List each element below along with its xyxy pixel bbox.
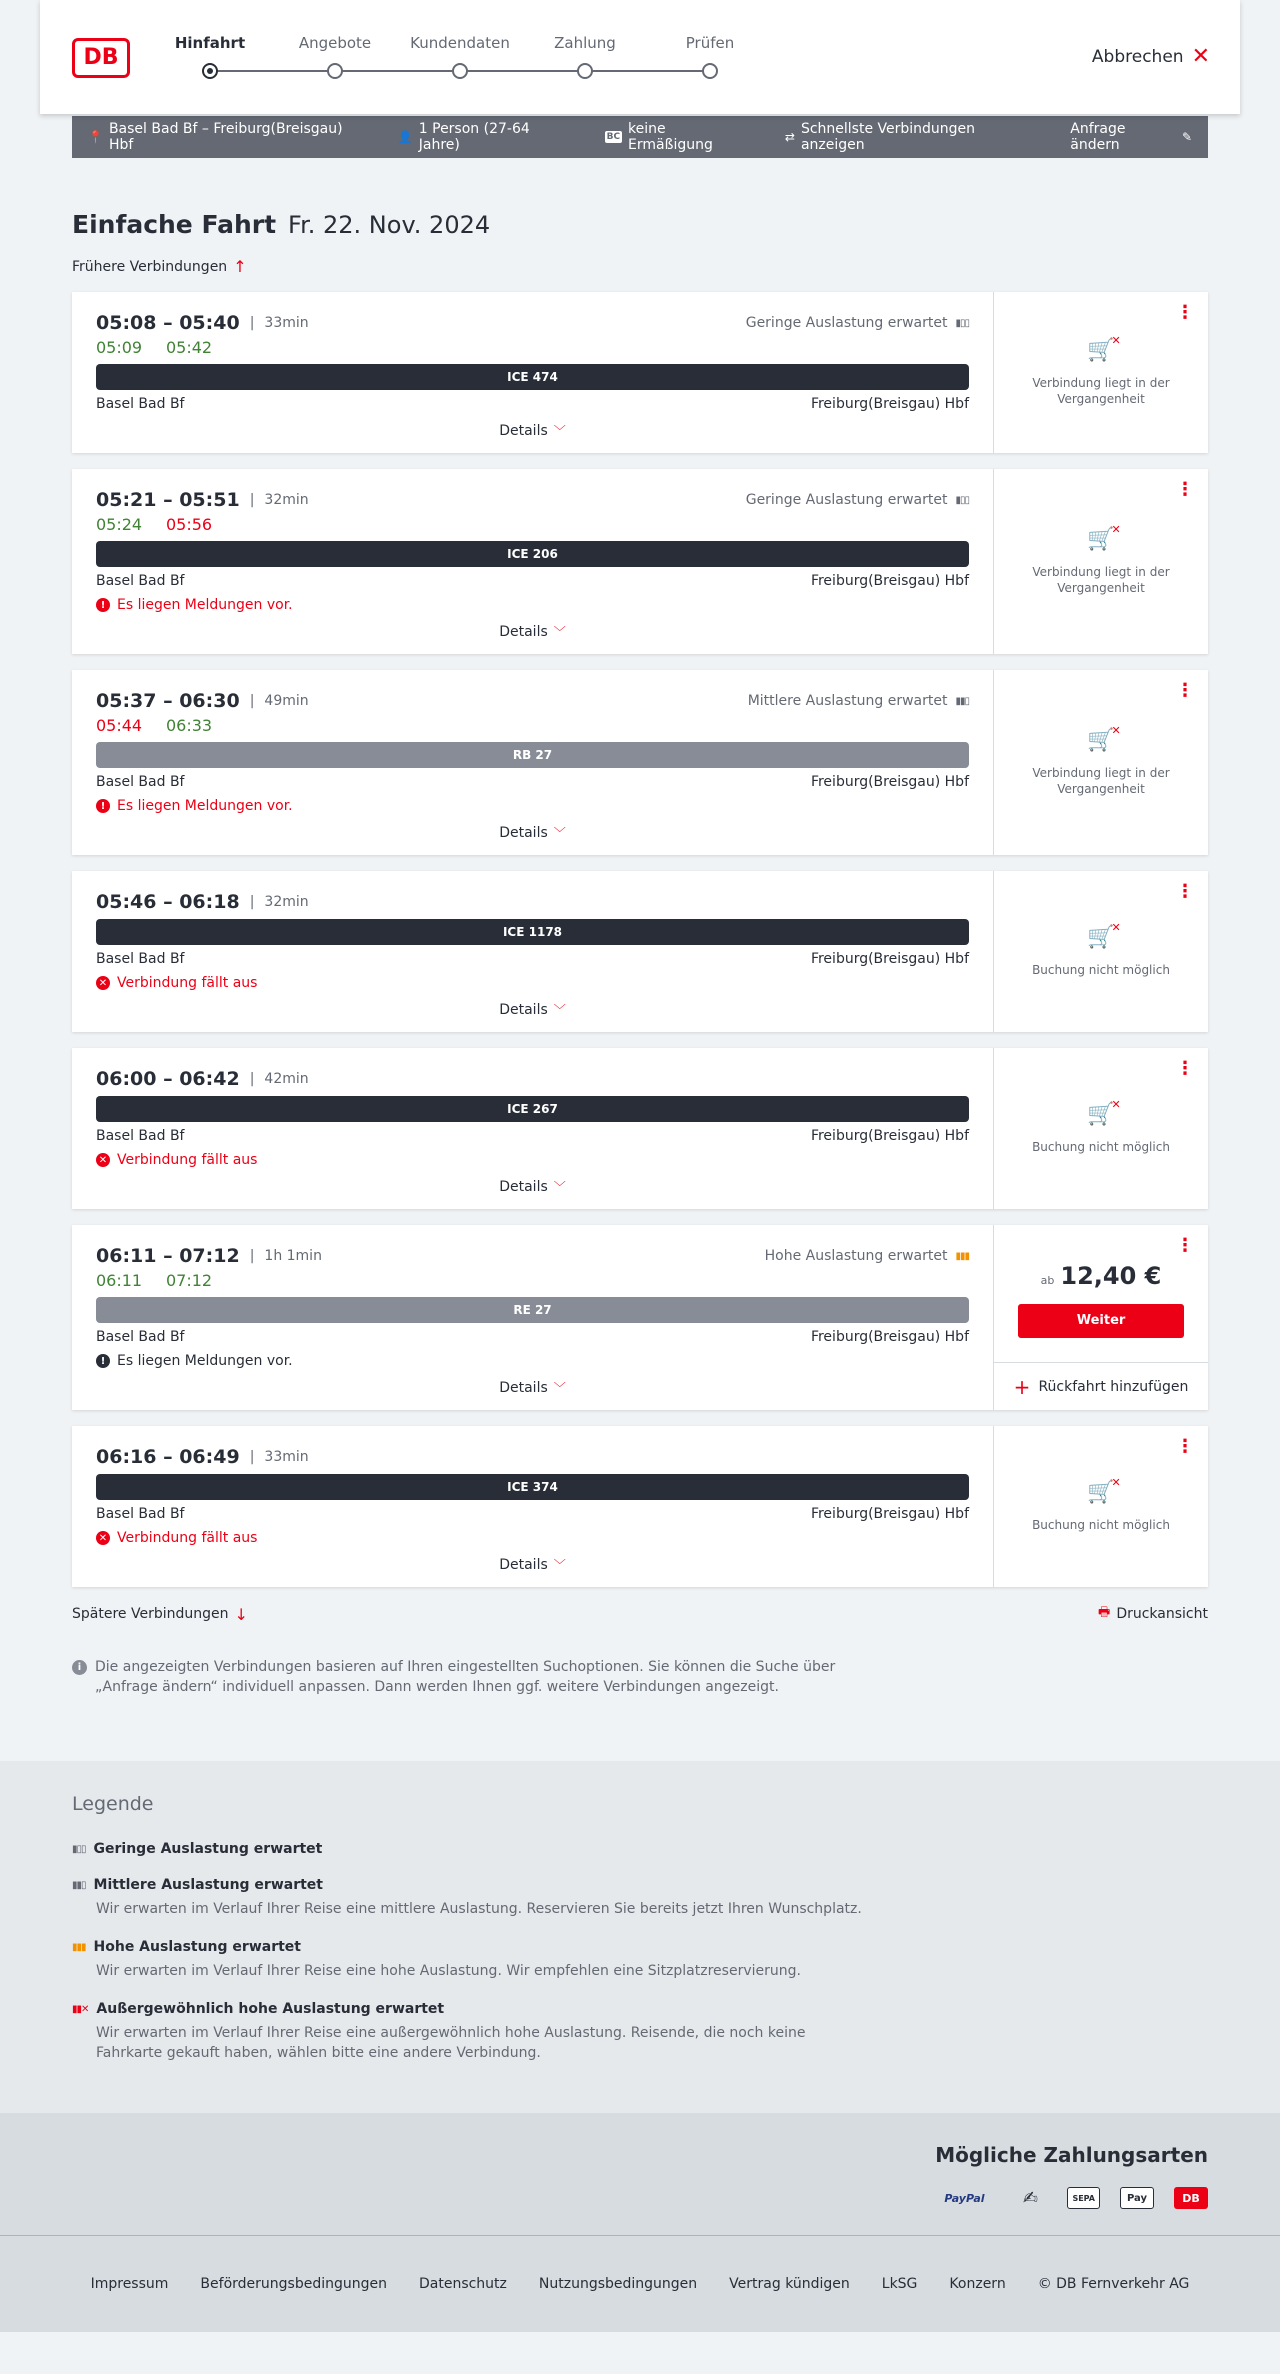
cross-icon: ✕: [1111, 1476, 1121, 1489]
planned-times: 06:00 – 06:42: [96, 1068, 240, 1090]
location-pin-icon: 📍: [88, 130, 103, 144]
more-options-icon[interactable]: ⋮: [1176, 302, 1194, 323]
booking-stepper: [174, 34, 780, 84]
connection-summary-row: [96, 891, 969, 913]
step-dot: [452, 63, 468, 79]
summary-option: ⇄ Schnellste Verbindungen anzeigen: [784, 121, 976, 153]
arrival-station: Freiburg(Breisgau) Hbf: [810, 573, 969, 589]
step-dot: [577, 63, 593, 79]
planned-times: 05:37 – 06:30: [96, 690, 240, 712]
step-pruefen[interactable]: Prüfen: [650, 34, 770, 79]
cancel-icon: ✕: [96, 1531, 110, 1545]
bahncard-icon: BC: [606, 132, 621, 142]
more-options-icon[interactable]: ⋮: [1176, 1235, 1194, 1256]
occupancy-label: Hohe Auslastung erwartet: [764, 1248, 948, 1264]
cancel-button[interactable]: Abbrechen ✕: [1091, 44, 1210, 69]
legend-item: [72, 1877, 1208, 1919]
list-footer-row: [72, 1603, 1208, 1625]
planned-times: 06:11 – 07:12: [96, 1245, 240, 1267]
connection-message: [96, 1353, 969, 1369]
train-bar[interactable]: ICE 1178: [96, 919, 969, 945]
cancel-icon: ✕: [96, 976, 110, 990]
edit-request-button[interactable]: Anfrage ändern ✎: [1070, 121, 1192, 153]
stations-row: [96, 396, 969, 412]
connection-summary-row: [96, 1068, 969, 1090]
booking-status-text: Buchung nicht möglich: [1032, 1518, 1170, 1532]
stations-row: [96, 1329, 969, 1345]
departure-station: Basel Bad Bf: [96, 774, 185, 790]
separator: |: [249, 894, 255, 910]
details-toggle[interactable]: [96, 1001, 969, 1018]
footer-link[interactable]: LkSG: [881, 2276, 918, 2292]
details-label: Details: [499, 422, 548, 439]
legend-section: [0, 1761, 1280, 2113]
arrow-up-icon: ↑: [233, 257, 247, 276]
duration: 1h 1min: [264, 1248, 322, 1264]
booking-panel: [994, 292, 1208, 453]
continue-button[interactable]: Weiter: [1018, 1304, 1184, 1338]
swap-arrows-icon: ⇄: [784, 130, 795, 144]
connection-card: [72, 670, 1208, 855]
connection-summary-row: [96, 489, 969, 511]
departure-station: Basel Bad Bf: [96, 1506, 185, 1522]
legend-items: [72, 1841, 1208, 2063]
add-return-label: Rückfahrt hinzufügen: [1038, 1378, 1189, 1395]
realtime-departure: 05:09: [96, 338, 143, 357]
more-options-icon[interactable]: ⋮: [1176, 1436, 1194, 1457]
connection-summary-row: [96, 312, 969, 334]
message-text: Verbindung fällt aus: [117, 1152, 258, 1168]
sepa-icon: SEPA: [1067, 2187, 1100, 2209]
direct-debit-icon: ✍: [1022, 2187, 1038, 2209]
alert-icon: !: [96, 598, 110, 612]
booking-panel: [994, 871, 1208, 1032]
occupancy-indicator: [748, 693, 969, 709]
legend-item-title: Außergewöhnlich hohe Auslastung erwartet: [96, 2001, 445, 2017]
step-dot: [702, 63, 718, 79]
separator: |: [249, 1071, 255, 1087]
legend-item-head: [72, 1841, 1208, 1857]
legend-item-head: [72, 2001, 1208, 2017]
footer-link: © DB Fernverkehr AG: [1037, 2276, 1190, 2292]
price: [1041, 1262, 1162, 1290]
step-angebote[interactable]: Angebote: [275, 34, 395, 79]
stations-row: [96, 573, 969, 589]
realtime-arrival: 06:33: [166, 716, 213, 735]
realtime-times: [96, 515, 969, 535]
db-pay-icon: DB: [1174, 2187, 1208, 2209]
cart-unavailable-icon: 🛒 ✕: [1087, 724, 1121, 753]
duration: 32min: [264, 894, 309, 910]
planned-times: 05:46 – 06:18: [96, 891, 240, 913]
details-toggle[interactable]: [96, 1556, 969, 1573]
train-bar[interactable]: ICE 474: [96, 364, 969, 390]
details-label: Details: [499, 1379, 548, 1396]
realtime-arrival: 05:42: [166, 338, 213, 357]
train-bar[interactable]: ICE 206: [96, 541, 969, 567]
cart-unavailable-icon: 🛒 ✕: [1087, 1476, 1121, 1505]
connection-card: [72, 1225, 1208, 1410]
more-options-icon[interactable]: ⋮: [1176, 479, 1194, 500]
footer: [0, 2236, 1280, 2332]
legend-item: [72, 2001, 1208, 2063]
step-dot: [202, 63, 218, 79]
legend-item: [72, 1939, 1208, 1981]
train-bar[interactable]: RB 27: [96, 742, 969, 768]
chevron-down-icon: ﹀: [553, 826, 566, 840]
pencil-icon: ✎: [1181, 130, 1192, 144]
connection-card: [72, 1426, 1208, 1587]
stations-row: [96, 1506, 969, 1522]
footer-link[interactable]: Datenschutz: [418, 2276, 507, 2292]
legend-item-desc: Wir erwarten im Verlauf Ihrer Reise eine außergewöhnlich hohe Auslastung. Reisende, die noch keine Fahrkarte gekauft haben, wählen bitte eine andere Verbindung.: [96, 2025, 806, 2061]
occupancy-label: Geringe Auslastung erwartet: [745, 315, 948, 331]
message-text: Verbindung fällt aus: [117, 975, 258, 991]
connection-message: [96, 597, 969, 613]
add-return-trip-button[interactable]: [994, 1362, 1208, 1410]
plus-icon: +: [1013, 1374, 1031, 1399]
chevron-down-icon: ﹀: [553, 424, 566, 438]
cart-unavailable-icon: 🛒 ✕: [1087, 1098, 1121, 1127]
occupancy-label: Geringe Auslastung erwartet: [745, 492, 948, 508]
cancel-icon: ✕: [96, 1153, 110, 1167]
chevron-down-icon: ﹀: [553, 1558, 566, 1572]
summary-route: 📍 Basel Bad Bf – Freiburg(Breisgau) Hbf: [88, 121, 343, 153]
search-options-note: i Die angezeigten Verbindungen basieren auf Ihren eingestellten Suchoptionen. Sie können die Suche über „Anfrage ändern“ individuell anpassen. Dann werden Ihnen ggf. weitere Verbindungen angezeigt.: [72, 1657, 842, 1697]
payment-icons: [72, 2187, 1208, 2209]
arrival-station: Freiburg(Breisgau) Hbf: [810, 1128, 969, 1144]
departure-station: Basel Bad Bf: [96, 573, 185, 589]
connection-details: [72, 1048, 994, 1209]
price-amount: 12,40 €: [1060, 1261, 1162, 1290]
planned-times: 06:16 – 06:49: [96, 1446, 240, 1468]
chevron-down-icon: ﹀: [553, 625, 566, 639]
footer-link[interactable]: Vertrag kündigen: [729, 2276, 850, 2292]
summary-persons: 👤 1 Person (27-64 Jahre): [397, 121, 530, 153]
departure-station: Basel Bad Bf: [96, 396, 185, 412]
arrival-station: Freiburg(Breisgau) Hbf: [810, 1506, 969, 1522]
connection-list: [72, 292, 1208, 1587]
details-label: Details: [499, 1001, 548, 1018]
header: [40, 0, 1240, 114]
message-text: Es liegen Meldungen vor.: [117, 1353, 293, 1369]
cross-icon: ✕: [1111, 921, 1121, 934]
details-label: Details: [499, 1556, 548, 1573]
connection-message: [96, 975, 969, 991]
occupancy-icon: ▮▮▯: [72, 1879, 86, 1891]
connection-details: [72, 469, 994, 654]
occupancy-icon: ▮▯▯: [955, 494, 969, 506]
footer-link[interactable]: Beförderungsbedingungen: [200, 2276, 387, 2292]
message-text: Verbindung fällt aus: [117, 1530, 258, 1546]
chevron-down-icon: ﹀: [553, 1003, 566, 1017]
stations-row: [96, 1128, 969, 1144]
booking-panel: [994, 670, 1208, 855]
realtime-times: [96, 716, 969, 736]
booking-panel: [994, 1426, 1208, 1587]
occupancy-icon: ▮▮▮: [955, 1250, 969, 1262]
booking-status-text: Verbindung liegt in der Vergangenheit: [1032, 376, 1170, 406]
booking-status-text: Buchung nicht möglich: [1032, 1140, 1170, 1154]
page-title: Einfache Fahrt Fr. 22. Nov. 2024: [72, 210, 491, 239]
person-icon: 👤: [397, 130, 413, 144]
duration: 42min: [264, 1071, 309, 1087]
cross-icon: ✕: [1111, 724, 1121, 737]
summary-discount: BC keine Ermäßigung: [606, 121, 713, 153]
planned-times: 05:21 – 05:51: [96, 489, 240, 511]
connection-details: [72, 1225, 994, 1410]
duration: 33min: [264, 315, 309, 331]
connection-card: [72, 1048, 1208, 1209]
connection-details: [72, 292, 994, 453]
search-summary-bar: [72, 116, 1208, 158]
step-kundendaten[interactable]: Kundendaten: [400, 34, 520, 79]
printer-icon: 🖶: [1098, 1605, 1111, 1620]
details-label: Details: [499, 1178, 548, 1195]
connection-summary-row: [96, 1245, 969, 1267]
realtime-departure: 05:24: [96, 515, 143, 534]
arrival-station: Freiburg(Breisgau) Hbf: [810, 396, 969, 412]
more-options-icon[interactable]: ⋮: [1176, 680, 1194, 701]
connection-details: [72, 1426, 994, 1587]
details-label: Details: [499, 824, 548, 841]
cart-unavailable-icon: 🛒 ✕: [1087, 334, 1121, 363]
more-options-icon[interactable]: ⋮: [1176, 881, 1194, 902]
occupancy-icon: ▮▮▯: [955, 695, 969, 707]
connection-details: [72, 670, 994, 855]
occupancy-icon: ▮▮▮: [72, 1941, 86, 1953]
occupancy-indicator: [746, 492, 969, 508]
more-options-icon[interactable]: ⋮: [1176, 1058, 1194, 1079]
connection-summary-row: [96, 690, 969, 712]
booking-panel: [994, 469, 1208, 654]
details-label: Details: [499, 623, 548, 640]
occupancy-icon: ▮▯▯: [72, 1843, 86, 1855]
legend-item-head: [72, 1877, 1208, 1893]
stations-row: [96, 951, 969, 967]
occupancy-indicator: [765, 1248, 969, 1264]
legend-item-title: Mittlere Auslastung erwartet: [93, 1877, 323, 1893]
footer-link[interactable]: Impressum: [90, 2276, 169, 2292]
connection-message: [96, 1530, 969, 1546]
info-icon: i: [72, 1660, 87, 1675]
price-prefix: ab: [1040, 1273, 1055, 1287]
connection-summary-row: [96, 1446, 969, 1468]
arrow-down-icon: ↓: [234, 1604, 248, 1624]
details-toggle[interactable]: [96, 1178, 969, 1195]
legend-item-desc: Wir erwarten im Verlauf Ihrer Reise eine mittlere Auslastung. Reservieren Sie bereits jetzt Ihren Wunschplatz.: [96, 1901, 862, 1917]
step-hinfahrt[interactable]: Hinfahrt: [150, 34, 270, 79]
connection-message: [96, 1152, 969, 1168]
message-text: Es liegen Meldungen vor.: [117, 798, 293, 814]
occupancy-label: Mittlere Auslastung erwartet: [747, 693, 948, 709]
legend-item: [72, 1841, 1208, 1857]
footer-link[interactable]: Konzern: [949, 2276, 1006, 2292]
step-dot: [327, 63, 343, 79]
duration: 32min: [264, 492, 309, 508]
details-toggle[interactable]: [96, 1379, 969, 1396]
chevron-down-icon: ﹀: [553, 1381, 566, 1395]
earlier-connections-link[interactable]: Frühere Verbindungen ↑: [72, 257, 247, 276]
alert-icon: !: [96, 1354, 110, 1368]
train-bar[interactable]: RE 27: [96, 1297, 969, 1323]
booking-panel: [994, 1225, 1208, 1410]
departure-station: Basel Bad Bf: [96, 951, 185, 967]
cross-icon: ✕: [1111, 523, 1121, 536]
departure-station: Basel Bad Bf: [96, 1329, 185, 1345]
connection-message: [96, 798, 969, 814]
planned-times: 05:08 – 05:40: [96, 312, 240, 334]
arrival-station: Freiburg(Breisgau) Hbf: [810, 774, 969, 790]
realtime-arrival: 07:12: [166, 1271, 213, 1290]
realtime-times: [96, 338, 969, 358]
alert-icon: !: [96, 799, 110, 813]
connection-card: [72, 871, 1208, 1032]
realtime-arrival: 05:56: [166, 515, 213, 534]
legend-item-title: Hohe Auslastung erwartet: [93, 1939, 301, 1955]
separator: |: [249, 315, 255, 331]
cart-unavailable-icon: 🛒 ✕: [1087, 921, 1121, 950]
realtime-departure: 05:44: [96, 716, 143, 735]
print-view-link[interactable]: 🖶 Druckansicht: [1098, 1603, 1208, 1625]
legend-item-desc: Wir erwarten im Verlauf Ihrer Reise eine hohe Auslastung. Wir empfehlen eine Sitzplatzreservierung.: [96, 1963, 801, 1979]
realtime-departure: 06:11: [96, 1271, 143, 1290]
realtime-times: [96, 1271, 969, 1291]
footer-link[interactable]: Nutzungsbedingungen: [538, 2276, 698, 2292]
close-icon: ✕: [1191, 44, 1210, 69]
chevron-down-icon: ﹀: [553, 1180, 566, 1194]
occupancy-icon: ▮▯▯: [955, 317, 969, 329]
train-bar[interactable]: ICE 267: [96, 1096, 969, 1122]
cross-icon: ✕: [1111, 334, 1121, 347]
separator: |: [249, 1449, 255, 1465]
step-zahlung[interactable]: Zahlung: [525, 34, 645, 79]
separator: |: [249, 1248, 255, 1264]
departure-station: Basel Bad Bf: [96, 1128, 185, 1144]
details-toggle[interactable]: [96, 422, 969, 439]
later-connections-link[interactable]: Spätere Verbindungen ↓: [72, 1604, 248, 1624]
separator: |: [249, 693, 255, 709]
cross-icon: ✕: [1111, 1098, 1121, 1111]
payment-title: Mögliche Zahlungsarten: [935, 2143, 1208, 2167]
legend-item-title: Geringe Auslastung erwartet: [93, 1841, 323, 1857]
duration: 33min: [264, 1449, 309, 1465]
train-bar[interactable]: ICE 374: [96, 1474, 969, 1500]
booking-status-text: Verbindung liegt in der Vergangenheit: [1032, 565, 1170, 595]
db-logo[interactable]: DB: [72, 38, 130, 78]
connection-card: [72, 469, 1208, 654]
paypal-icon: PayPal: [944, 2191, 985, 2205]
duration: 49min: [264, 693, 309, 709]
legend-title: Legende: [72, 1793, 154, 1815]
connection-card: [72, 292, 1208, 453]
stations-row: [96, 774, 969, 790]
legend-item-head: [72, 1939, 1208, 1955]
occupancy-indicator: [746, 315, 969, 331]
cart-unavailable-icon: 🛒 ✕: [1087, 523, 1121, 552]
separator: |: [249, 492, 255, 508]
occupancy-icon: ▮▮✕: [72, 2003, 89, 2015]
payment-methods-section: [0, 2113, 1280, 2236]
apple-pay-icon: Pay: [1120, 2187, 1154, 2209]
details-toggle[interactable]: [96, 824, 969, 841]
booking-status-text: Buchung nicht möglich: [1032, 963, 1170, 977]
connection-details: [72, 871, 994, 1032]
arrival-station: Freiburg(Breisgau) Hbf: [810, 951, 969, 967]
details-toggle[interactable]: [96, 623, 969, 640]
message-text: Es liegen Meldungen vor.: [117, 597, 293, 613]
booking-panel: [994, 1048, 1208, 1209]
arrival-station: Freiburg(Breisgau) Hbf: [810, 1329, 969, 1345]
booking-status-text: Verbindung liegt in der Vergangenheit: [1032, 766, 1170, 796]
